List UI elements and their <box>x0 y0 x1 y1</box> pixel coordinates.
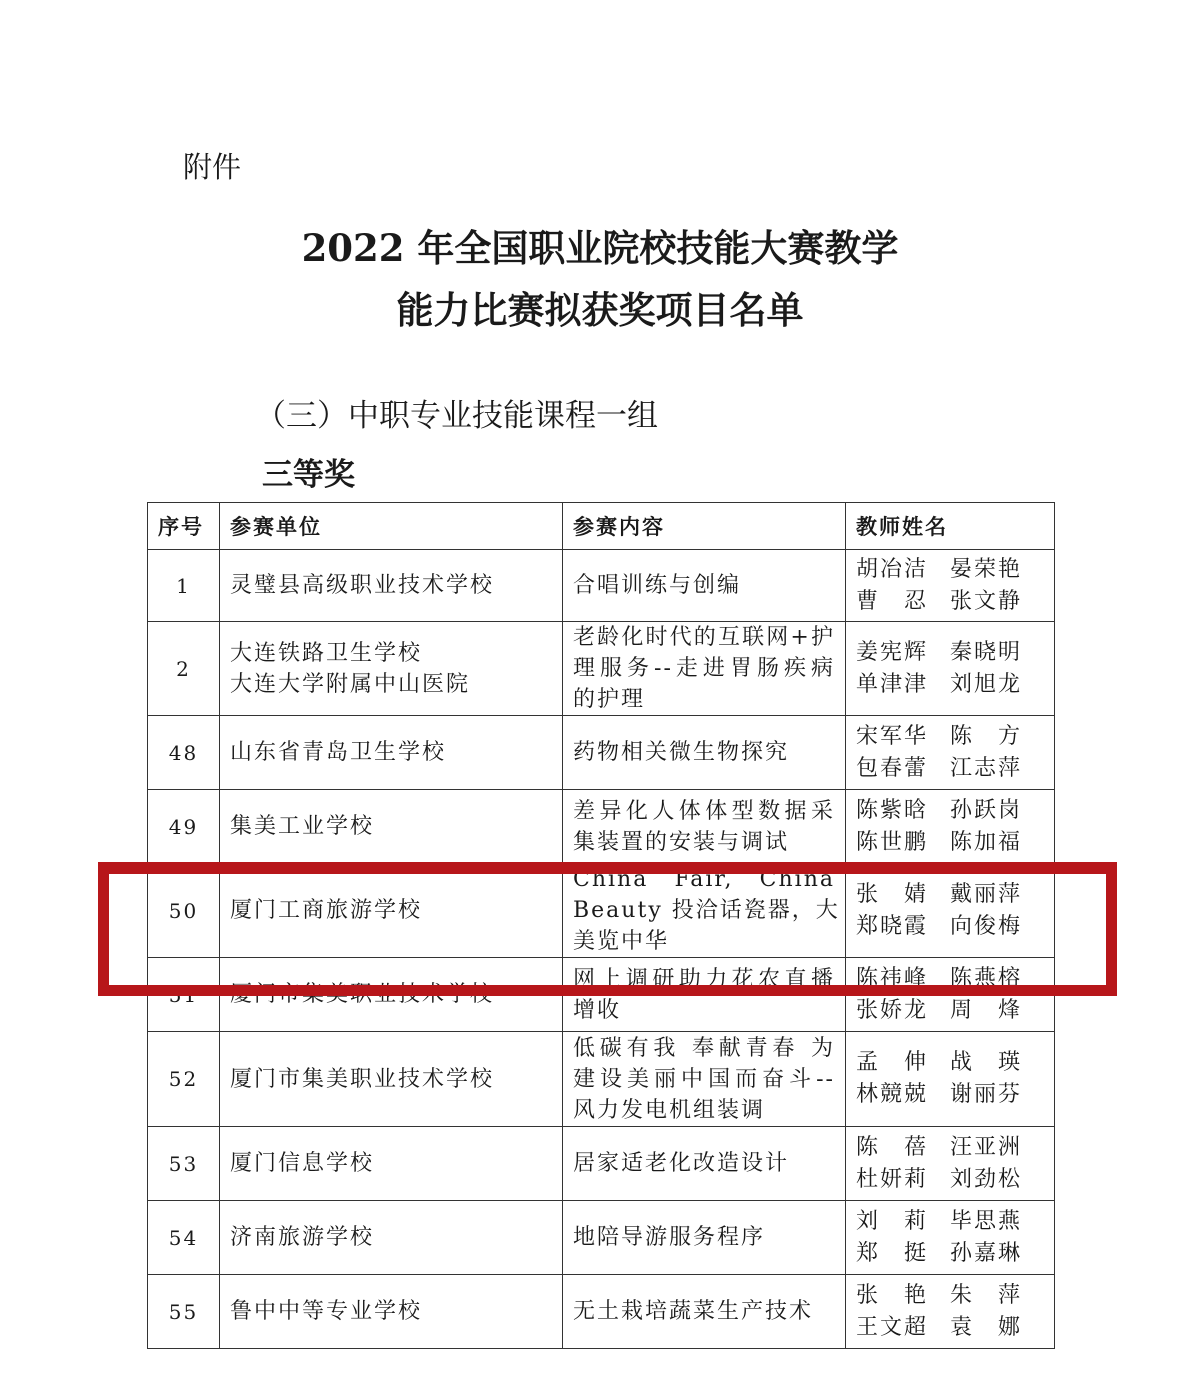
teacher-line <box>856 1280 1044 1312</box>
teacher-name: 秦晓明 <box>950 639 1023 665</box>
section-heading: （三）中职专业技能课程一组 <box>255 398 658 434</box>
row-number: 54 <box>148 1201 220 1275</box>
teacher-name: 张文静 <box>950 588 1023 614</box>
teacher-name: 谢丽芬 <box>950 1082 1023 1107</box>
document-title-line1: 2022 年全国职业院校技能大赛教学 <box>301 226 899 270</box>
content-line: 理服务--走进胃肠疾病 <box>573 656 835 681</box>
content-line: 居家适老化改造设计 <box>573 1151 790 1176</box>
entry-content <box>563 1201 846 1275</box>
content-line: 风力发电机组装调 <box>573 1097 766 1123</box>
teacher-name: 单津津 <box>856 671 929 697</box>
row-number: 51 <box>148 958 220 1032</box>
table-header-row <box>148 503 1055 550</box>
row-number: 49 <box>148 790 220 864</box>
unit-line: 集美工业学校 <box>230 814 375 839</box>
teacher-line <box>856 753 1044 785</box>
unit-line: 厦门信息学校 <box>230 1151 375 1176</box>
teacher-name: 向俊梅 <box>950 913 1023 939</box>
participating-unit <box>220 716 563 790</box>
teacher-name: 袁 娜 <box>950 1314 1023 1340</box>
teacher-name: 战 瑛 <box>950 1050 1023 1075</box>
teacher-line <box>856 721 1044 753</box>
participating-unit <box>220 790 563 864</box>
unit-line: 大连大学附属中山医院 <box>230 671 471 697</box>
teacher-line <box>856 795 1044 827</box>
table-row <box>148 958 1055 1032</box>
teacher-line <box>856 1312 1044 1344</box>
content-line: 低碳有我 奉献青春 为 <box>573 1035 835 1061</box>
unit-line: 济南旅游学校 <box>230 1225 375 1250</box>
table-row <box>148 622 1055 716</box>
row-number: 50 <box>148 864 220 958</box>
teacher-line <box>856 827 1044 859</box>
unit-line: 灵璧县高级职业技术学校 <box>230 573 495 598</box>
teacher-name: 刘旭龙 <box>950 671 1023 697</box>
teacher-name: 张 婧 <box>856 881 929 907</box>
document-title-line2: 能力比赛拟获奖项目名单 <box>396 288 804 332</box>
teacher-name: 孙跃岗 <box>950 797 1023 823</box>
header-content: 参赛内容 <box>563 503 846 550</box>
teacher-name: 郑晓霞 <box>856 913 929 939</box>
teacher-name: 晏荣艳 <box>950 556 1023 582</box>
teacher-name: 陈世鹏 <box>856 829 929 855</box>
table-body <box>148 550 1055 1349</box>
participating-unit <box>220 550 563 622</box>
teacher-names <box>846 622 1055 716</box>
teacher-name: 毕思燕 <box>950 1208 1023 1234</box>
table-row <box>148 790 1055 864</box>
participating-unit <box>220 864 563 958</box>
entry-content <box>563 864 846 958</box>
teacher-line <box>856 669 1044 701</box>
teacher-name: 刘 莉 <box>856 1208 929 1234</box>
teacher-names <box>846 716 1055 790</box>
content-line: 合唱训练与创编 <box>573 573 742 598</box>
teacher-name: 杜妍莉 <box>856 1166 929 1192</box>
teacher-line <box>856 1164 1044 1196</box>
teacher-name: 陈祎峰 <box>856 965 929 991</box>
unit-line: 大连铁路卫生学校 <box>230 640 423 666</box>
teacher-names <box>846 1201 1055 1275</box>
teacher-name: 陈 方 <box>950 723 1023 749</box>
content-line: 网上调研助力花农直播 <box>573 966 835 992</box>
teacher-names <box>846 1275 1055 1349</box>
teacher-name: 张 艳 <box>856 1282 929 1308</box>
teacher-name: 陈 蓓 <box>856 1134 929 1160</box>
teacher-names <box>846 550 1055 622</box>
teacher-line <box>856 1132 1044 1164</box>
teacher-name: 包春蕾 <box>856 755 929 781</box>
teacher-name: 刘劲松 <box>950 1166 1023 1192</box>
teacher-name: 郑 挺 <box>856 1240 929 1266</box>
entry-content <box>563 1127 846 1201</box>
unit-line: 山东省青岛卫生学校 <box>230 740 447 765</box>
teacher-line <box>856 1206 1044 1238</box>
table-row <box>148 1127 1055 1201</box>
participating-unit <box>220 1127 563 1201</box>
teacher-name: 宋军华 <box>856 723 929 749</box>
row-number: 52 <box>148 1032 220 1127</box>
unit-line: 鲁中中等专业学校 <box>230 1299 423 1324</box>
attachment-label: 附件 <box>183 150 242 184</box>
content-line: 建设美丽中国而奋斗-- <box>573 1066 835 1092</box>
table-row <box>148 1201 1055 1275</box>
row-number: 55 <box>148 1275 220 1349</box>
teacher-name: 江志萍 <box>950 755 1023 781</box>
teacher-line <box>856 1079 1044 1111</box>
table-row <box>148 864 1055 958</box>
unit-line: 厦门市集美职业技术学校 <box>230 1066 495 1092</box>
content-line: 地陪导游服务程序 <box>573 1225 766 1250</box>
teacher-line <box>856 879 1044 911</box>
award-level-heading: 三等奖 <box>262 457 355 493</box>
table-row <box>148 1275 1055 1349</box>
header-teachers: 教师姓名 <box>846 503 1055 550</box>
participating-unit <box>220 1032 563 1127</box>
unit-line: 厦门工商旅游学校 <box>230 898 423 923</box>
entry-content <box>563 790 846 864</box>
teacher-name: 张娇龙 <box>856 997 929 1023</box>
content-line: 集装置的安装与调试 <box>573 829 790 855</box>
row-number: 53 <box>148 1127 220 1201</box>
row-number: 1 <box>148 550 220 622</box>
teacher-line <box>856 911 1044 943</box>
row-number: 2 <box>148 622 220 716</box>
header-no: 序号 <box>148 503 220 550</box>
teacher-name: 周 烽 <box>950 997 1023 1023</box>
participating-unit <box>220 1275 563 1349</box>
content-line: Beauty 投洽话瓷器，大 <box>573 898 840 923</box>
teacher-line <box>856 963 1044 995</box>
content-line: 美览中华 <box>573 929 670 954</box>
award-list-table <box>147 502 1055 1349</box>
teacher-line <box>856 995 1044 1027</box>
entry-content <box>563 550 846 622</box>
teacher-name: 胡冶洁 <box>856 556 929 582</box>
table-row <box>148 716 1055 790</box>
teacher-line <box>856 637 1044 669</box>
teacher-name: 王文超 <box>856 1314 929 1340</box>
content-line: 的护理 <box>573 687 646 712</box>
entry-content <box>563 958 846 1032</box>
teacher-name: 陈紫晗 <box>856 797 929 823</box>
teacher-name: 戴丽萍 <box>950 881 1023 907</box>
table-row <box>148 1032 1055 1127</box>
row-number: 48 <box>148 716 220 790</box>
table-row <box>148 550 1055 622</box>
teacher-line <box>856 586 1044 618</box>
entry-content <box>563 1032 846 1127</box>
teacher-name: 林競兢 <box>856 1082 929 1107</box>
content-line: 老龄化时代的互联网+护 <box>573 625 835 650</box>
content-line: 无土栽培蔬菜生产技术 <box>573 1299 814 1324</box>
teacher-names <box>846 1032 1055 1127</box>
participating-unit <box>220 622 563 716</box>
participating-unit <box>220 958 563 1032</box>
entry-content <box>563 622 846 716</box>
teacher-names <box>846 864 1055 958</box>
unit-line: 厦门市集美职业技术学校 <box>230 982 495 1007</box>
teacher-names <box>846 958 1055 1032</box>
teacher-line <box>856 1047 1044 1079</box>
header-unit: 参赛单位 <box>220 503 563 550</box>
content-line: 药物相关微生物探究 <box>573 740 790 765</box>
teacher-name: 曹 忍 <box>856 588 929 614</box>
teacher-name: 陈加福 <box>950 829 1023 855</box>
teacher-name: 汪亚洲 <box>950 1134 1023 1160</box>
content-line: China Fair, China <box>573 867 835 892</box>
teacher-line <box>856 554 1044 586</box>
teacher-names <box>846 790 1055 864</box>
teacher-name: 姜宪辉 <box>856 639 929 665</box>
content-line: 差异化人体体型数据采 <box>573 798 835 824</box>
teacher-name: 陈燕榕 <box>950 965 1023 991</box>
teacher-name: 孙嘉琳 <box>950 1240 1023 1266</box>
entry-content <box>563 1275 846 1349</box>
content-line: 增收 <box>573 997 622 1023</box>
teacher-name: 孟 伸 <box>856 1050 929 1075</box>
entry-content <box>563 716 846 790</box>
participating-unit <box>220 1201 563 1275</box>
teacher-name: 朱 萍 <box>950 1282 1023 1308</box>
teacher-names <box>846 1127 1055 1201</box>
teacher-line <box>856 1238 1044 1270</box>
